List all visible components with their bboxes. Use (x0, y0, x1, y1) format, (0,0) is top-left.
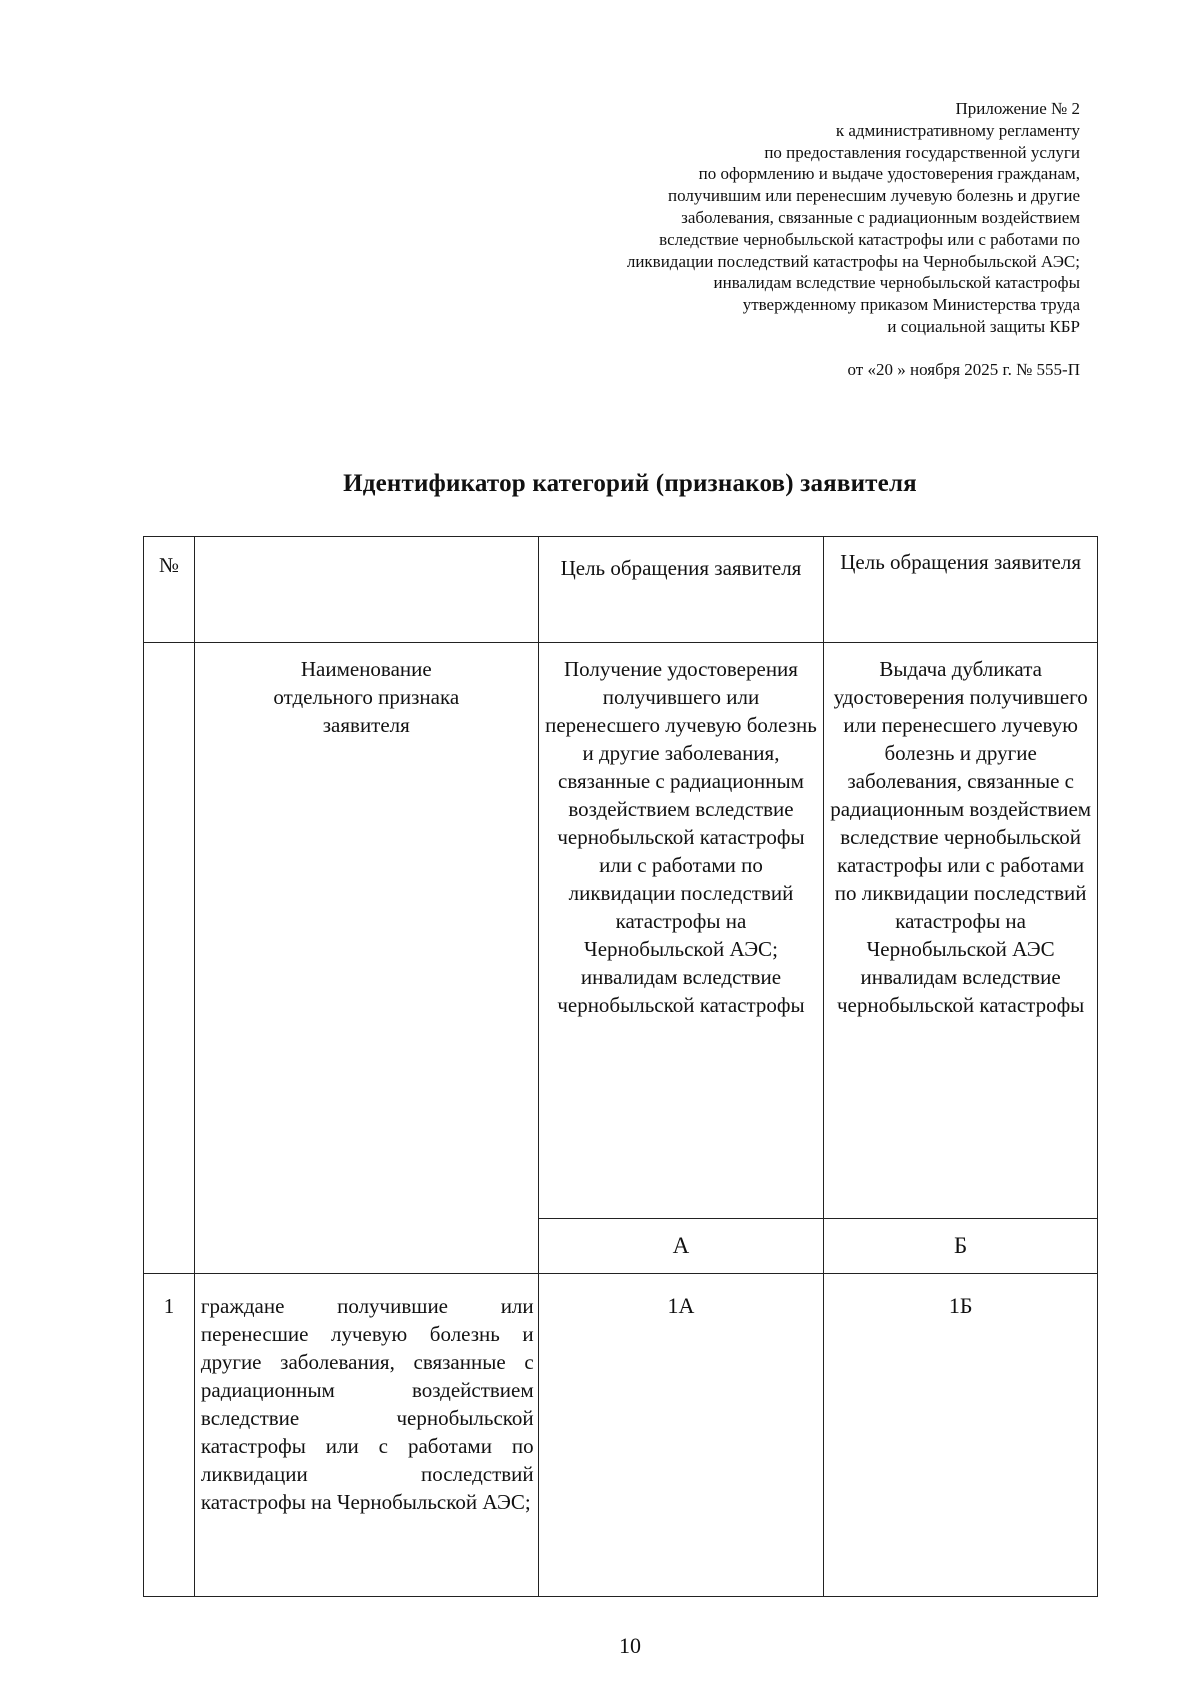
goal-b-header-cell (824, 537, 1098, 643)
name-header-label: Наименование отдельного признака заявителя (273, 657, 460, 737)
letter-b-cell: Б (824, 1219, 1098, 1274)
goal-a-description: Получение удостоверения получившего или перенесшего лучевую болезнь и другие заболевания, связанные с радиационным воздействием вследствие чернобыльской катастрофы или с работами по ликвидации последствий катастрофы на Чернобыльской АЭС; инвалидам вследствие чернобыльской катастрофы (545, 657, 817, 1017)
row-number-cell: 1 (144, 1274, 195, 1597)
appendix-header (460, 98, 1080, 381)
identifier-table (143, 536, 1098, 1597)
appendix-line: по предоставления государственной услуги (764, 142, 1080, 162)
appendix-line: ликвидации последствий катастрофы на Чернобыльской АЭС; (626, 251, 1080, 271)
letter-a-cell: А (538, 1219, 824, 1274)
appendix-line: к административному регламенту (835, 120, 1080, 140)
document-title: Идентификатор категорий (признаков) заявителя (343, 470, 917, 497)
goal-b-description-cell (824, 643, 1098, 1219)
row-description-cell: граждане получившие или перенесшие лучевую болезнь и другие заболевания, связанные с радиационным воздействием вследствие чернобыльской катастрофы или с работами по ликвидации последствий катастрофы на Чернобыльской АЭС; (194, 1274, 538, 1597)
appendix-line: вследствие чернобыльской катастрофы или с работами по (659, 229, 1080, 249)
table-header-row (144, 537, 1098, 643)
appendix-line: инвалидам вследствие чернобыльской катастрофы (713, 273, 1080, 293)
goal-a-description-cell (538, 643, 824, 1219)
appendix-line: Приложение № 2 (955, 99, 1080, 118)
table-description-row (144, 643, 1098, 1219)
appendix-line: заболевания, связанные с радиационным воздействием (681, 207, 1080, 227)
row-code-a-cell: 1А (538, 1274, 824, 1597)
goal-b-label: Цель обращения заявителя (840, 550, 1082, 574)
empty-number-cell (144, 643, 195, 1274)
empty-header-cell (194, 537, 538, 643)
page-number: 10 (619, 1633, 641, 1658)
number-header-cell: № (144, 537, 195, 643)
appendix-line: утвержденному приказом Министерства труда (742, 295, 1080, 315)
name-header-cell (194, 643, 538, 1274)
appendix-line: и социальной защиты КБР (887, 316, 1080, 336)
goal-a-label: Цель обращения заявителя (560, 556, 802, 580)
goal-b-description: Выдача дубликата удостоверения получившего или перенесшего лучевую болезнь и другие заболевания, связанные с радиационным воздействием вследствие чернобыльской катастрофы или с работами по ликвидации последствий катастрофы на Чернобыльской АЭС инвалидам вследствие чернобыльской катастрофы (830, 657, 1092, 1017)
row-code-b-cell: 1Б (824, 1274, 1098, 1597)
order-date: от «20 » ноября 2025 г. № 555-П (847, 359, 1080, 379)
appendix-line: получившим или перенесшим лучевую болезнь и другие (668, 186, 1080, 206)
goal-a-header-cell (538, 537, 824, 643)
appendix-line: по оформлению и выдаче удостоверения гражданам, (698, 164, 1080, 184)
table-row (144, 1274, 1098, 1597)
